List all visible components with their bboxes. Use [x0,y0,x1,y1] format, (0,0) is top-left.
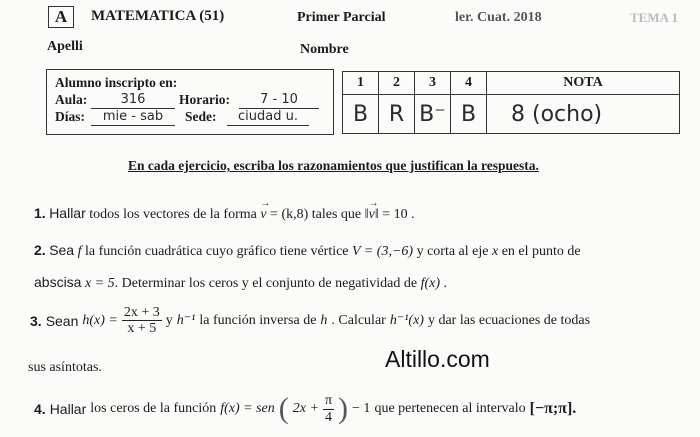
grade-header-2: 2 [379,72,415,95]
exercise-4-interval: [−π;π]. [529,400,577,417]
exercise-3-numerator: 2x + 3 [123,305,160,320]
grade-value-1: B [343,95,379,134]
instruction-line: En cada ejercicio, escriba los razonamientos que justifican la respuesta. [128,158,539,173]
exercise-3-number: 3. [30,312,42,329]
exercise-3-fraction [122,305,162,337]
exercise-2-text-a: la función cuadrática cuyo gráfico tiene vértice [85,244,349,259]
exercise-4-lead: Hallar [49,401,87,417]
dias-label: Días: [55,109,85,124]
exercise-3-text-c: . Calcular [331,312,386,328]
right-paren-icon: ) [338,392,349,425]
exercise-2-vertex: V = (3,−6) [352,244,414,259]
exercise-1-vector [260,198,271,222]
student-box-title: Alumno inscripto en: [55,75,178,90]
horario-value: 7 - 10 [239,92,319,109]
exercise-3-text-b: la función inversa de [199,312,317,328]
exercise-1-eq: = (k,8) [270,207,309,222]
grade-value-nota: 8 (ocho) [487,95,680,134]
exercise-3-text-a: y [165,312,173,328]
dias-value: mie - sab [91,109,175,126]
exercise-4-fx-eq: f(x) = sen [220,401,275,416]
exercise-2-line2-a: abscisa [34,274,82,290]
grade-value-2: R [379,95,415,134]
norm-vector-arrow-icon: → [368,198,379,209]
exercise-3-line-2: sus asíntotas. [28,360,102,375]
subject-title: MATEMATICA (51) [91,8,225,24]
exercise-3-hx: h(x) = [82,312,118,328]
exercise-2-f: f [77,244,82,259]
grade-header-1: 1 [343,72,379,95]
exercise-4-pi-fraction [323,393,334,425]
grade-value-3: B⁻ [415,95,451,134]
grade-header-nota: NOTA [487,72,680,95]
vector-arrow-icon: → [260,198,271,209]
exercise-2-line2-end: . [443,276,448,291]
exercise-4-arg-a: 2x + [292,401,319,416]
exercise-2-text-b: y corta al eje [416,244,489,259]
exercise-1-norm: ‖v → ‖ [364,198,379,222]
grade-value-4: B [451,95,487,134]
exam-period: ler. Cuat. 2018 [455,10,542,25]
exercise-1-norm-eq: = 10 . [382,207,415,222]
exercise-2-number: 2. [34,242,46,258]
exercise-1 [34,198,415,223]
exercise-3-denominator: x + 5 [127,321,157,337]
exercise-1-text-b: tales que [311,207,362,222]
exercise-3-lead: Sean [45,312,79,329]
exercise-2-line-2 [34,274,447,292]
exercise-3-text-d: y dar las ecuaciones de todas [427,312,591,328]
section-letter-box: A [48,6,74,28]
exercise-1-text-a: todos los vectores de la forma [89,207,257,222]
exercise-3-hinv: h⁻¹ [176,313,196,329]
exercise-1-vector-symbol: v [260,207,267,222]
apellido-label: Apelli [47,39,83,54]
exercise-3-h: h [320,312,328,328]
exam-title: Primer Parcial [297,10,386,25]
exercise-4-pi-den: 4 [324,409,332,425]
watermark-text: Altillo.com [385,346,490,372]
exercise-2-fx: f(x) [420,276,441,291]
sede-label: Sede: [185,109,217,124]
exercise-2-text-c: en el punto de [501,244,581,259]
exercise-2-lead: Sea [49,242,75,258]
nombre-label: Nombre [300,42,349,57]
exercise-1-lead: Hallar [49,205,86,221]
exercise-2-x: x [491,244,499,259]
grades-table [342,71,680,134]
sede-value: ciudad u. [227,109,309,126]
student-info-box [46,69,334,135]
exercise-4-pi-num: π [324,393,333,409]
exercise-1-norm-vector: v [368,207,375,222]
grade-header-3: 3 [415,72,451,95]
exercise-4-minus1: − 1 [352,401,371,416]
horario-label: Horario: [179,92,230,107]
exercise-2-line2-b: . Determinar los ceros y el conjunto de negatividad de [114,276,418,291]
exercise-3-line-1 [30,305,590,337]
left-paren-icon: ( [278,392,289,425]
grade-header-4: 4 [451,72,487,95]
exercise-4-number: 4. [34,401,46,417]
exercise-4-text-b: que pertenecen al intervalo [374,401,526,416]
exercise-2-x5: x = 5 [84,276,115,291]
exercise-4-text-a: los ceros de la función [90,401,217,416]
aula-value: 316 [91,92,175,109]
exercise-2-line-1 [34,242,581,260]
exam-tema: TEMA 1 [630,10,679,25]
exercise-4 [34,392,576,426]
exercise-3-hinvx: h⁻¹(x) [389,313,424,329]
aula-label: Aula: [55,92,88,107]
exercise-1-number: 1. [34,205,46,221]
